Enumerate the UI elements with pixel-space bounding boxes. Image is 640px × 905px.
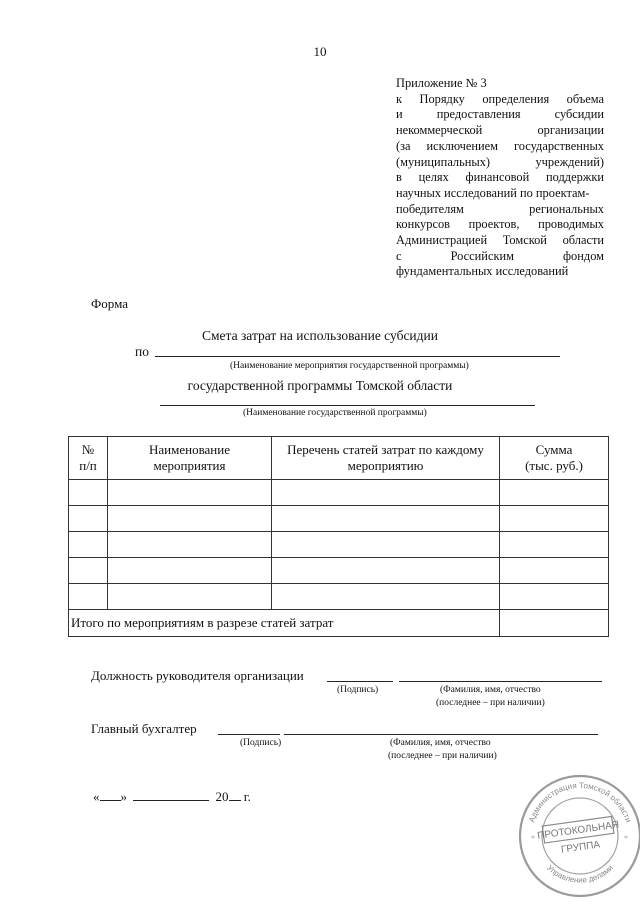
appendix-word: Администрацией	[396, 233, 488, 248]
cell-event[interactable]	[108, 584, 272, 610]
appendix-word: предоставления	[436, 107, 521, 122]
cell-sum[interactable]	[500, 532, 609, 558]
header-num: № п/п	[69, 437, 108, 480]
stamp-star-right-icon: *	[624, 834, 628, 843]
appendix-word: (за	[396, 138, 411, 153]
appendix-line	[396, 202, 604, 218]
year-blank[interactable]	[229, 800, 241, 801]
cell-event[interactable]	[108, 558, 272, 584]
cell-sum[interactable]	[500, 506, 609, 532]
appendix-word: Томской	[502, 233, 547, 248]
appendix-word: Приложение № 3	[396, 76, 487, 90]
accountant-signature-line[interactable]	[218, 734, 280, 735]
cell-items[interactable]	[272, 506, 500, 532]
appendix-word: фундаментальных исследований	[396, 264, 569, 279]
appendix-line	[396, 264, 604, 280]
appendix-word: финансовой	[465, 170, 530, 185]
appendix-word: в	[396, 170, 402, 185]
stamp-star-left-icon: *	[531, 834, 535, 843]
appendix-word: с	[396, 248, 402, 263]
head-name-line[interactable]	[399, 681, 602, 682]
cell-event[interactable]	[108, 532, 272, 558]
appendix-line	[396, 107, 604, 123]
form-label: Форма	[91, 296, 128, 311]
day-blank[interactable]	[100, 800, 121, 801]
appendix-word: Российским	[450, 248, 514, 263]
appendix-line	[396, 249, 604, 265]
accountant-name-caption-1: (Фамилия, имя, отчество	[390, 738, 491, 748]
appendix-word: конкурсов	[396, 217, 450, 232]
appendix-line	[396, 76, 604, 92]
cell-items[interactable]	[272, 480, 500, 506]
cell-items[interactable]	[272, 532, 500, 558]
estimate-table	[68, 436, 609, 637]
date-line	[93, 789, 251, 805]
program-title: государственной программы Томской области	[187, 378, 453, 393]
date-close-quote: »	[120, 789, 127, 804]
cell-items[interactable]	[272, 584, 500, 610]
cell-sum[interactable]	[500, 584, 609, 610]
official-stamp	[515, 771, 640, 901]
estimate-title: Смета затрат на использование субсидии	[202, 328, 438, 343]
table-row	[69, 506, 609, 532]
program-name-line	[160, 405, 535, 406]
cell-num[interactable]	[69, 506, 108, 532]
appendix-word: организации	[537, 123, 604, 138]
accountant-name-caption-2: (последнее – при наличии)	[388, 751, 497, 761]
appendix-word: определения	[482, 91, 550, 106]
table-row	[69, 480, 609, 506]
total-label: Итого по мероприятиям в разрезе статей затрат	[69, 610, 500, 637]
appendix-line	[396, 139, 604, 155]
cell-num[interactable]	[69, 480, 108, 506]
head-signature-line[interactable]	[327, 681, 393, 682]
cell-items[interactable]	[272, 558, 500, 584]
accountant-signature-caption: (Подпись)	[240, 738, 282, 748]
program-caption: (Наименование государственной программы)	[243, 408, 427, 418]
appendix-line	[396, 170, 604, 186]
appendix-word: поддержки	[546, 170, 604, 185]
appendix-word: фондом	[563, 248, 604, 263]
appendix-word: к	[396, 91, 403, 106]
appendix-line	[396, 92, 604, 108]
cell-sum[interactable]	[500, 480, 609, 506]
appendix-word: проектов,	[468, 217, 520, 232]
head-position-label: Должность руководителя организации	[91, 668, 304, 683]
table-header-row	[69, 437, 609, 480]
event-caption: (Наименование мероприятия государственной программы)	[230, 361, 469, 371]
stamp-center-line-1: ПРОТОКОЛЬНАЯ	[536, 819, 620, 842]
appendix-word: победителям	[396, 201, 464, 216]
stamp-ring-text: Администрация Томской области	[527, 780, 633, 824]
appendix-word: региональных	[529, 201, 604, 216]
appendix-word: научных исследований по проектам-	[396, 185, 590, 200]
accountant-name-line[interactable]	[284, 734, 598, 735]
header-event: Наименование мероприятия	[108, 437, 272, 480]
appendix-word: некоммерческой	[396, 123, 483, 138]
appendix-line	[396, 123, 604, 139]
date-open-quote: «	[93, 789, 100, 804]
appendix-word: исключением	[426, 138, 498, 153]
appendix-word: Порядку	[419, 91, 465, 106]
appendix-line	[396, 233, 604, 249]
page-number: 10	[313, 44, 327, 59]
cell-event[interactable]	[108, 506, 272, 532]
month-blank[interactable]	[133, 800, 209, 801]
appendix-word: (муниципальных)	[396, 154, 491, 169]
table-row	[69, 558, 609, 584]
appendix-word: государственных	[513, 138, 604, 153]
appendix-word: и	[396, 107, 403, 122]
appendix-word: учреждений)	[535, 154, 604, 169]
cell-sum[interactable]	[500, 558, 609, 584]
header-sum: Сумма (тыс. руб.)	[500, 437, 609, 480]
header-items: Перечень статей затрат по каждому мероприятию	[272, 437, 500, 480]
head-name-caption-2: (последнее – при наличии)	[436, 698, 545, 708]
appendix-word: области	[562, 233, 604, 248]
head-name-caption-1: (Фамилия, имя, отчество	[440, 685, 541, 695]
po-label: по	[135, 344, 149, 359]
stamp-center-line-2: ГРУППА	[560, 839, 601, 856]
stamp-bottom-text: Управление делами	[545, 863, 615, 885]
table-row	[69, 584, 609, 610]
accountant-label: Главный бухгалтер	[91, 721, 197, 736]
appendix-word: целях	[418, 170, 449, 185]
year-prefix: 20	[215, 789, 229, 804]
appendix-line	[396, 186, 604, 202]
appendix-line	[396, 217, 604, 233]
cell-num[interactable]	[69, 558, 108, 584]
appendix-word: объема	[566, 91, 604, 106]
event-name-line	[155, 356, 560, 357]
appendix-word: субсидии	[554, 107, 604, 122]
cell-num[interactable]	[69, 532, 108, 558]
appendix-word: проводимых	[538, 217, 604, 232]
table-row	[69, 532, 609, 558]
appendix-header	[396, 76, 604, 280]
year-suffix: г.	[243, 789, 251, 804]
head-signature-caption: (Подпись)	[337, 685, 379, 695]
total-sum-cell[interactable]	[500, 610, 609, 637]
cell-num[interactable]	[69, 584, 108, 610]
appendix-line	[396, 155, 604, 171]
total-row	[69, 610, 609, 637]
svg-text:Администрация Томской области	[527, 781, 633, 824]
cell-event[interactable]	[108, 480, 272, 506]
